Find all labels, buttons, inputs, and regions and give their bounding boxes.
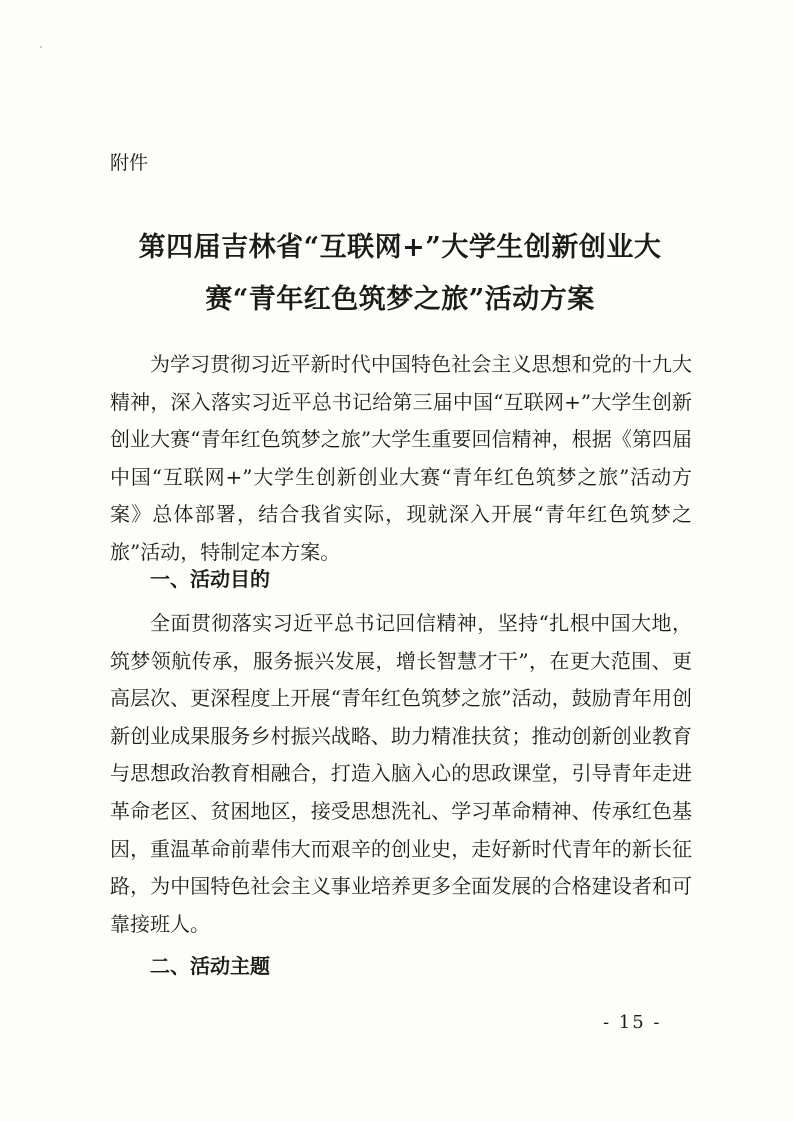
page-number: - 15 - xyxy=(603,1012,662,1033)
title-line-2: 赛“青年红色筑梦之旅”活动方案 xyxy=(205,284,595,315)
purpose-paragraph: 全面贯彻落实习近平总书记回信精神，坚持“扎根中国大地，筑梦领航传承，服务振兴发展，增长智慧才干”，在更大范围、更高层次、更深程度上开展“青年红色筑梦之旅”活动，鼓励青年用创新创业成果服务乡村振兴战略、助力精准扶贫；推动创新创业教育与思想政治教育相融合，打造入脑入心的思政课堂，引导青年走进革命老区、贫困地区，接受思想洗礼、学习革命精神、传承红色基因，重温革命前辈伟大而艰辛的创业史，走好新时代青年的新长征路，为中国特色社会主义事业培养更多全面发展的合格建设者和可靠接班人。 xyxy=(110,611,692,936)
intro-paragraph: 为学习贯彻习近平新时代中国特色社会主义思想和党的十九大精神，深入落实习近平总书记给第三届中国“互联网+”大学生创新创业大赛“青年红色筑梦之旅”大学生重要回信精神，根据《第四届中国“互联网+”大学生创新创业大赛“青年红色筑梦之旅”活动方案》总体部署，结合我省实际，现就深入开展“青年红色筑梦之旅”活动，特制定本方案。 xyxy=(110,352,692,564)
attachment-label: 附件 xyxy=(110,152,149,174)
section-heading-purpose: 一、活动目的 xyxy=(150,567,270,591)
document-title xyxy=(110,222,690,326)
scan-speck xyxy=(40,46,42,48)
title-line-1: 第四届吉林省“互联网+”大学生创新创业大 xyxy=(138,232,662,263)
section-heading-theme: 二、活动主题 xyxy=(150,954,270,978)
